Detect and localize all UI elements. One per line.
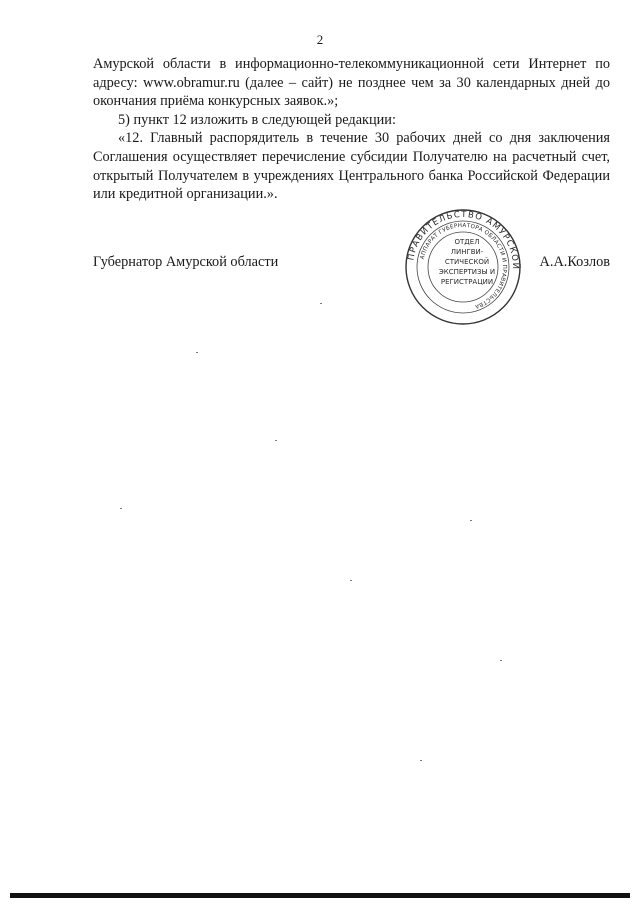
scan-speck <box>275 440 277 441</box>
scan-bottom-edge <box>10 893 630 898</box>
official-seal <box>403 207 523 327</box>
scan-speck <box>470 520 472 521</box>
seal-line: ЛИНГВИ- <box>450 248 484 256</box>
scan-speck <box>420 760 422 761</box>
paragraph-continuation: Амурской области в информационно-телекоммуникационной сети Интернет по адресу: www.obramur.ru (далее – сайт) не позднее чем за 30 календарных дней до окончания приёма конкурсных заявок.»; <box>93 56 610 110</box>
paragraph-item-5: 5) пункт 12 изложить в следующей редакции: <box>118 111 396 128</box>
seal-line: СТИЧЕСКОЙ <box>444 258 490 266</box>
seal-line: ОТДЕЛ <box>454 238 480 246</box>
scan-speck <box>320 303 322 304</box>
signatory-title: Губернатор Амурской области <box>93 254 279 270</box>
seal-line: РЕГИСТРАЦИИ <box>440 278 494 286</box>
seal-line: ЭКСПЕРТИЗЫ И <box>438 268 496 276</box>
scan-speck <box>350 580 352 581</box>
signatory-name: А.А.Козлов <box>539 254 610 270</box>
page-number: 2 <box>316 32 324 47</box>
scan-speck <box>500 660 502 661</box>
seal-middle-text: АППАРАТ ГУБЕРНАТОРА ОБЛАСТИ И ПРАВИТЕЛЬСТВА <box>419 222 508 310</box>
scan-speck <box>196 352 198 353</box>
scan-speck <box>120 508 122 509</box>
paragraph-clause-12: «12. Главный распорядитель в течение 30 рабочих дней со дня заключения Соглашения осуществляет перечисление субсидии Получателю на расчетный счет, открытый Получателем в учреждениях Центрального банка Российской Федерации или кредитной организации.». <box>93 130 610 203</box>
document-body <box>93 55 610 204</box>
seal-outer-text: ПРАВИТЕЛЬСТВО АМУРСКОЙ <box>406 209 521 271</box>
seal-center-text <box>437 237 497 287</box>
